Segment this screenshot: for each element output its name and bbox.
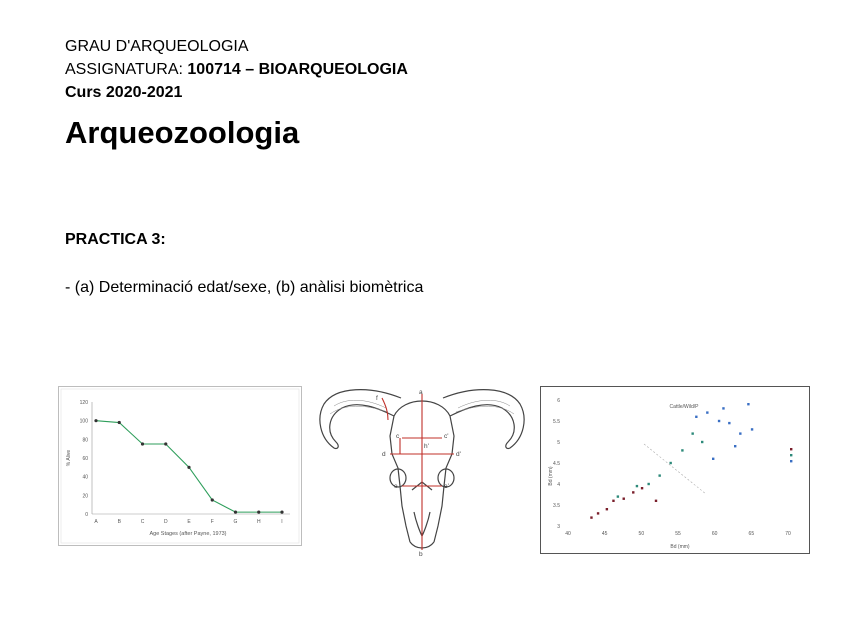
practica-label: PRACTICA 3: xyxy=(65,231,166,248)
skull-measurement-figure xyxy=(316,386,528,558)
biometry-scatter-svg xyxy=(540,386,810,554)
skull-svg xyxy=(316,386,528,558)
measurement-labels xyxy=(376,389,461,558)
data-point xyxy=(257,511,260,514)
x-tick-label: 45 xyxy=(601,531,608,537)
scatter-point xyxy=(718,420,720,422)
x-tick-label: A xyxy=(94,519,98,525)
scatter-point xyxy=(636,485,638,487)
label-e-prime: e' xyxy=(444,483,449,490)
legend-swatch xyxy=(790,454,792,456)
data-point xyxy=(118,421,121,424)
scatter-point xyxy=(606,508,608,510)
legend-swatch xyxy=(790,460,792,462)
x-tick-label: 55 xyxy=(675,531,681,537)
x-tick-label: H xyxy=(256,519,261,525)
scatter-point xyxy=(658,474,660,476)
data-point xyxy=(94,419,97,422)
x-tick-label: 60 xyxy=(711,531,718,537)
y-tick-label: 5.5 xyxy=(553,419,560,425)
label-f: f xyxy=(376,395,378,402)
y-axis-label: Bd (mm) xyxy=(548,466,554,486)
label-b: b xyxy=(419,551,423,558)
scatter-point xyxy=(701,441,703,443)
scatter-point xyxy=(734,445,736,447)
scatter-point xyxy=(655,500,657,502)
scatter-point xyxy=(728,422,730,424)
label-c: c xyxy=(396,433,400,440)
scatter-point xyxy=(597,512,599,514)
x-tick-label: 70 xyxy=(785,531,791,537)
y-tick-label: 20 xyxy=(82,493,88,500)
scatter-point xyxy=(612,500,614,502)
subject-code: 100714 – BIOARQUEOLOGIA xyxy=(187,61,408,78)
scatter-point xyxy=(706,411,708,413)
y-tick-label: 6 xyxy=(557,398,560,404)
y-tick-label: 80 xyxy=(82,437,88,444)
y-tick-label: 4.5 xyxy=(553,461,560,467)
course-line: Curs 2020-2021 xyxy=(65,84,183,101)
y-tick-label: 3.5 xyxy=(553,503,560,509)
x-tick-label: 40 xyxy=(565,531,571,537)
x-tick-label: 65 xyxy=(748,531,755,537)
figure-frame xyxy=(541,387,810,554)
subject-line xyxy=(65,59,408,81)
y-tick-label: 120 xyxy=(79,400,88,406)
x-tick-label: F xyxy=(210,519,214,525)
scatter-point xyxy=(739,432,741,434)
scatter-point xyxy=(647,483,649,485)
y-tick-label: 0 xyxy=(85,512,88,518)
y-tick-label: 40 xyxy=(82,474,88,481)
scatter-point xyxy=(617,495,619,497)
label-c-prime: c' xyxy=(444,433,449,440)
scatter-point xyxy=(695,416,697,418)
scatter-point xyxy=(751,428,753,430)
label-h: h' xyxy=(424,443,429,450)
scatter-point xyxy=(632,491,634,493)
scatter-point xyxy=(623,498,625,500)
data-point xyxy=(187,466,190,469)
skull-left-side xyxy=(390,416,410,542)
x-tick-label: E xyxy=(187,519,191,525)
data-point xyxy=(141,442,144,445)
biometry-scatter-figure xyxy=(540,386,810,554)
measure-f xyxy=(382,398,388,420)
data-point xyxy=(211,498,214,501)
x-axis-label: Bd (mm) xyxy=(670,544,690,550)
x-tick-label: C xyxy=(140,519,145,525)
left-horn xyxy=(320,390,401,449)
data-point xyxy=(164,442,167,445)
scatter-title: Cattle/Wild/P xyxy=(669,404,699,410)
scatter-point xyxy=(681,449,683,451)
legend-swatch xyxy=(790,448,792,450)
x-tick-label: B xyxy=(117,519,121,525)
y-tick-label: 100 xyxy=(79,418,88,425)
right-horn xyxy=(443,390,524,449)
scatter-point xyxy=(722,407,724,409)
data-point xyxy=(280,511,283,514)
x-tick-label: D xyxy=(163,519,168,525)
y-tick-label: 5 xyxy=(557,440,560,446)
page-title: Arqueozoologia xyxy=(65,115,300,150)
legend xyxy=(790,448,792,462)
degree-line: GRAU D'ARQUEOLOGIA xyxy=(65,38,249,55)
y-tick-label: 4 xyxy=(557,482,560,488)
scatter-point xyxy=(641,487,643,489)
x-tick-label: 50 xyxy=(638,531,645,537)
scatter-point xyxy=(747,403,749,405)
scatter-point xyxy=(590,516,592,518)
label-e: e xyxy=(394,483,398,490)
label-a: a xyxy=(419,389,423,396)
data-point xyxy=(234,511,237,514)
y-tick-label: 60 xyxy=(82,456,88,462)
label-d-prime: d' xyxy=(456,451,461,458)
practica-task: - (a) Determinació edat/sexe, (b) anàlisi biomètrica xyxy=(65,279,424,296)
mortality-curve-svg xyxy=(58,386,302,546)
label-d: d xyxy=(382,451,386,458)
x-tick-label: G xyxy=(233,519,238,525)
y-tick-label: 3 xyxy=(557,524,560,530)
scatter-point xyxy=(669,462,671,464)
x-tick-label: I xyxy=(281,519,283,525)
y-axis-label: % Alive xyxy=(66,449,72,467)
x-axis-label: Age Stages (after Payne, 1973) xyxy=(149,531,227,537)
subject-prefix: ASSIGNATURA: xyxy=(65,61,188,78)
mortality-curve-figure xyxy=(58,386,302,546)
scatter-point xyxy=(712,458,714,460)
scatter-point xyxy=(691,432,693,434)
